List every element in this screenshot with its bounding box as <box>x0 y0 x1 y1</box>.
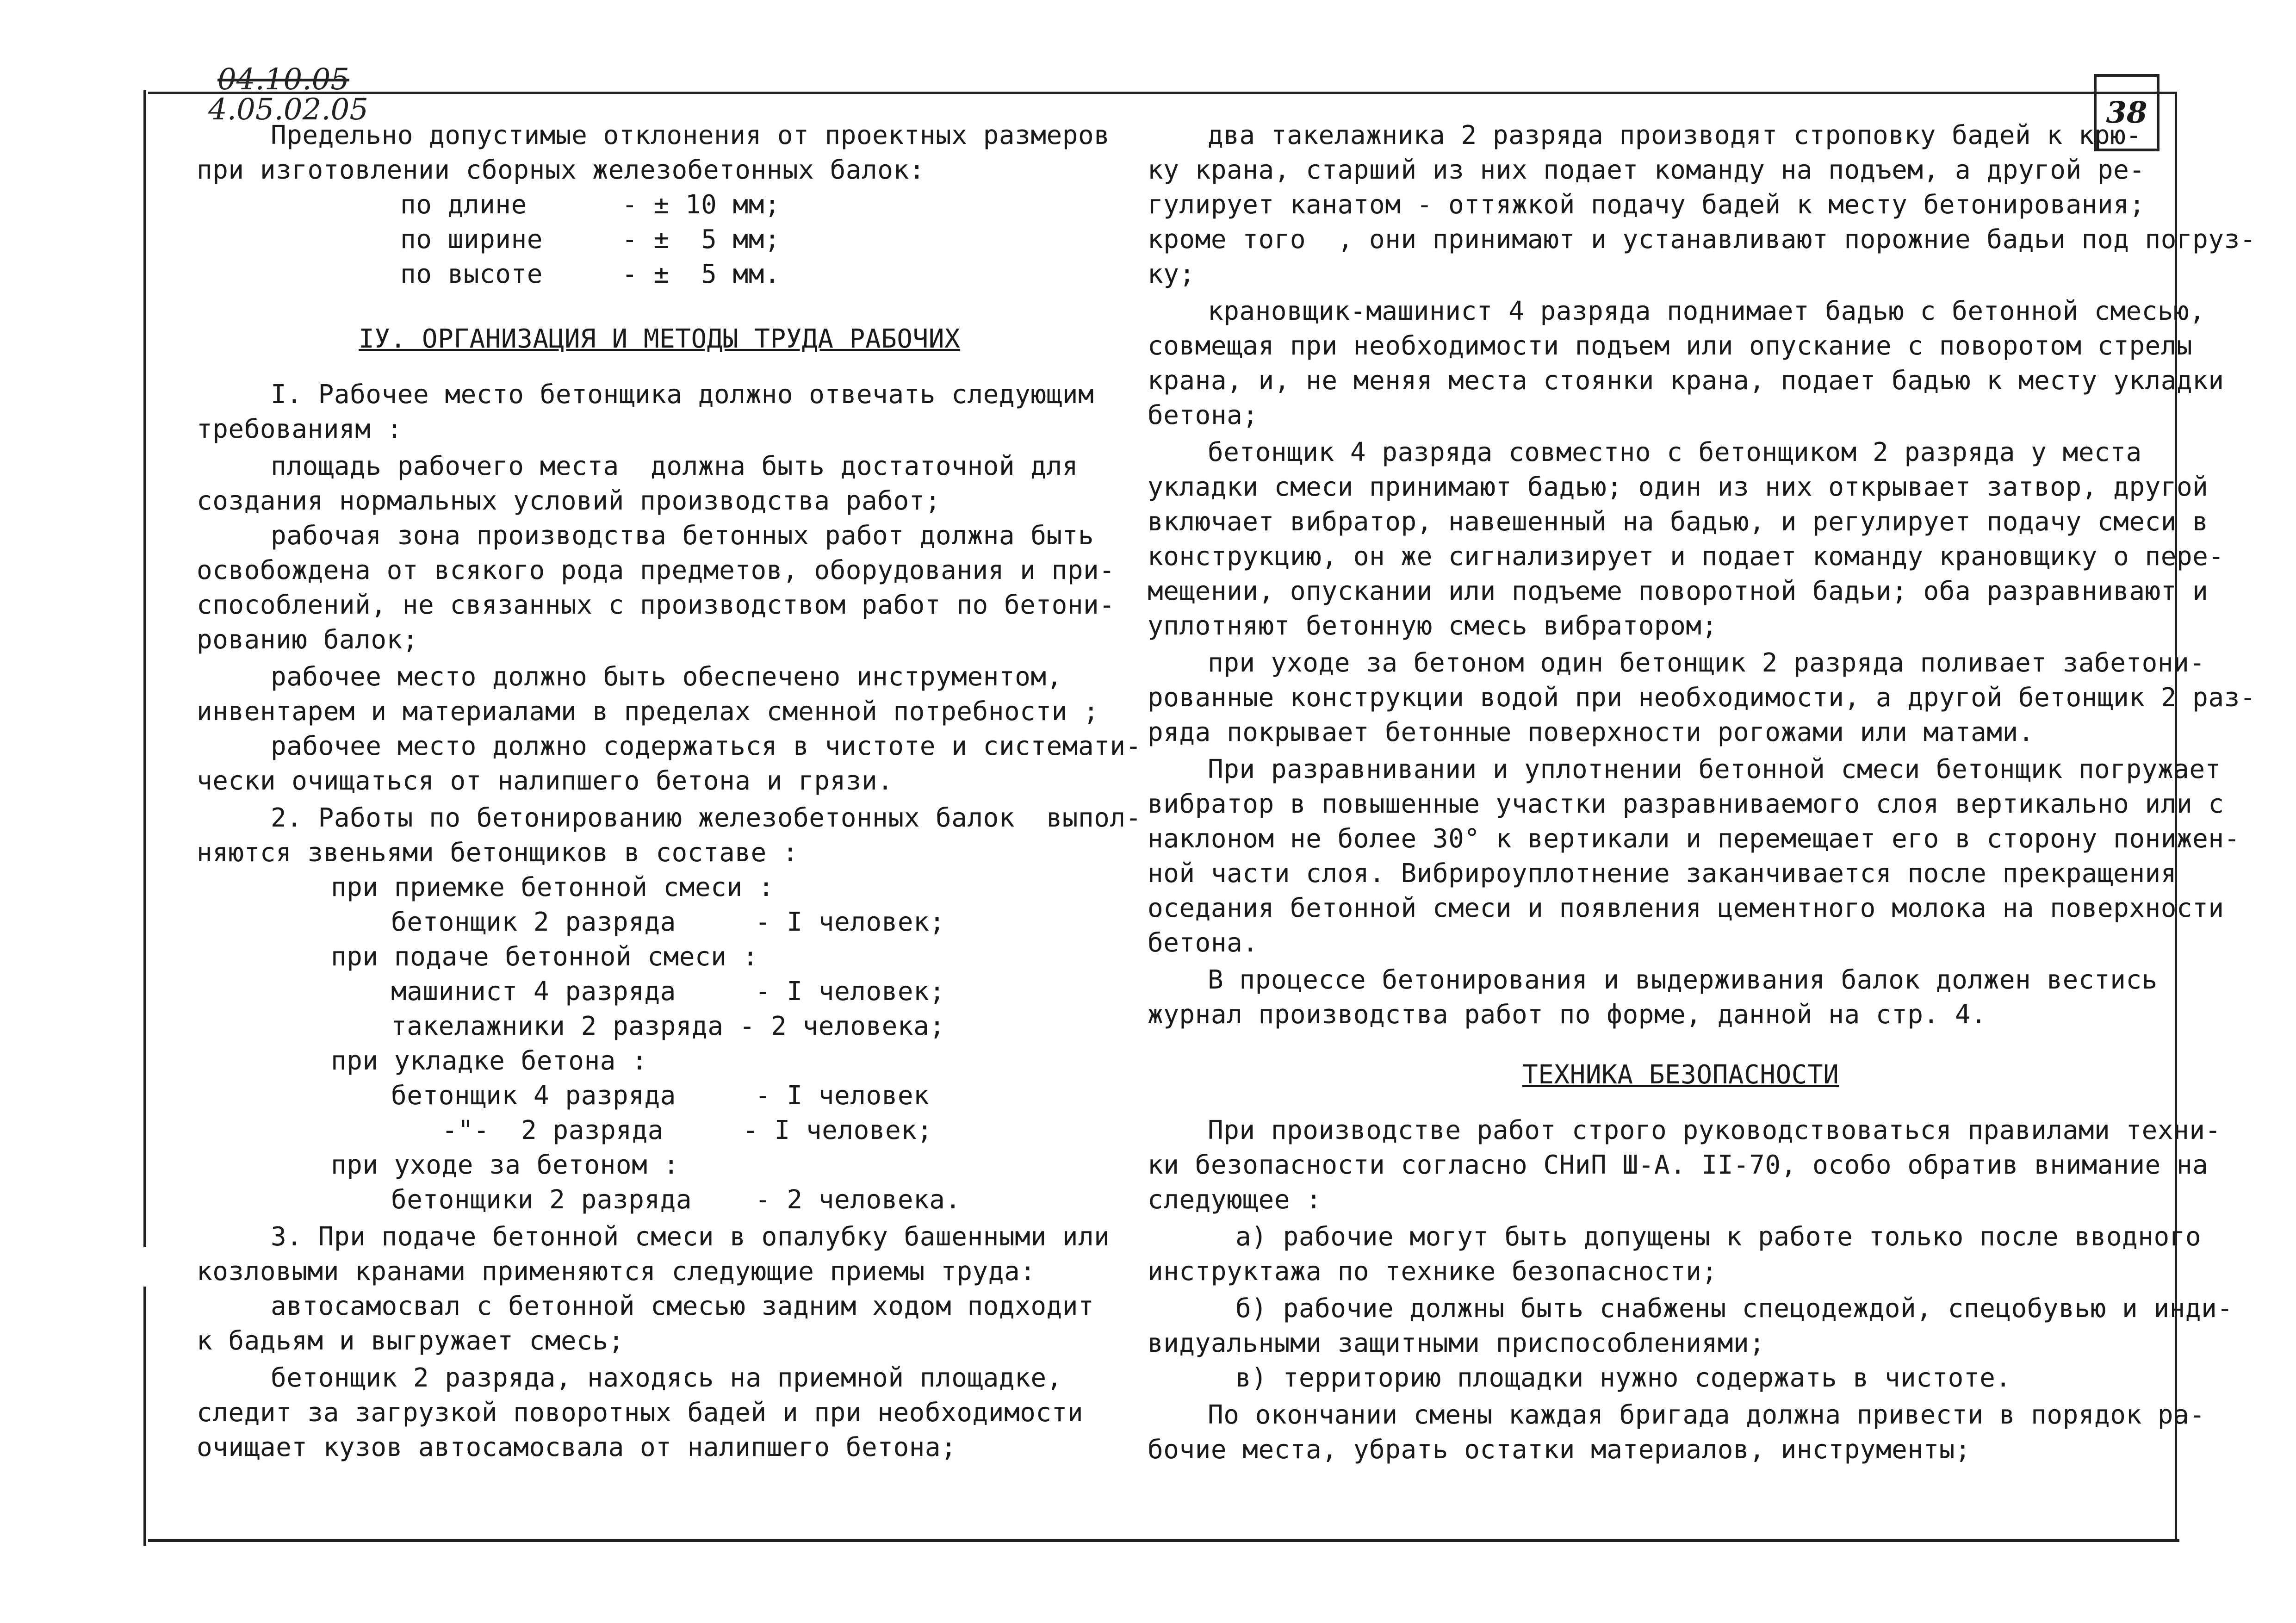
text-line: способлений, не связанных с производством работ по бетони- <box>197 590 1115 620</box>
text-line: рабочее место должно содержаться в чистоте и системати- <box>271 731 1142 761</box>
text-line: крана, и, не меняя места стоянки крана, подает бадью к месту укладки <box>1148 366 2224 396</box>
text-line: а) рабочие могут быть допущены к работе только после вводного <box>1235 1222 2202 1252</box>
text-line: По окончании смены каждая бригада должна привести в порядок ра- <box>1208 1400 2205 1430</box>
text-line: В процессе бетонирования и выдерживания балок должен вестись <box>1208 965 2158 995</box>
text-line: крановщик-машинист 4 разряда поднимает бадью с бетонной смесью, <box>1208 296 2205 326</box>
text-line: инструктажа по технике безопасности; <box>1148 1256 1718 1287</box>
text-line: бетона. <box>1148 928 1259 958</box>
text-line: включает вибратор, навешенный на бадью, и регулирует подачу смеси в <box>1148 507 2209 537</box>
text-line: журнал производства работ по форме, данной на стр. 4. <box>1148 1000 1987 1030</box>
section-heading: IУ. ОРГАНИЗАЦИЯ И МЕТОДЫ ТРУДА РАБОЧИХ <box>359 324 961 354</box>
text-line: следующее : <box>1148 1185 1322 1215</box>
text-line: уплотняют бетонную смесь вибратором; <box>1148 611 1718 641</box>
text-line: конструкцию, он же сигнализирует и подает команду крановщику о пере- <box>1148 541 2224 572</box>
text-line: бетона; <box>1148 400 1259 430</box>
text-line: укладки смеси принимают бадью; один из них открывает затвор, другой <box>1148 472 2209 502</box>
text-line: кроме того , они принимают и устанавливают порожние бадьи под погруз- <box>1148 224 2256 255</box>
text-line: при укладке бетона : <box>331 1046 648 1076</box>
text-line: бетонщик 2 разряда, находясь на приемной площадке, <box>271 1363 1062 1393</box>
text-line: 2. Работы по бетонированию железобетонных балок выпол- <box>271 803 1142 833</box>
text-line: автосамосвал с бетонной смесью задним ходом подходит <box>271 1291 1094 1321</box>
text-line: машинист 4 разряда - I человек; <box>391 976 945 1007</box>
text-line: наклоном не более 30° к вертикали и перемещает его в сторону понижен- <box>1148 824 2240 854</box>
text-line: при уходе за бетоном : <box>331 1150 679 1180</box>
text-line: рованные конструкции водой при необходимости, а другой бетонщик 2 раз- <box>1148 683 2256 713</box>
text-line: гулирует канатом - оттяжкой подачу бадей к месту бетонирования; <box>1148 190 2145 220</box>
page-number: 38 <box>2106 95 2147 130</box>
text-line: при изготовлении сборных железобетонных балок: <box>197 155 925 185</box>
text-line: -"- 2 разряда - I человек; <box>442 1115 933 1145</box>
text-line: освобождена от всякого рода предметов, оборудования и при- <box>197 555 1115 585</box>
text-line: при приемке бетонной смеси : <box>331 872 775 902</box>
text-line: бетонщики 2 разряда - 2 человека. <box>391 1185 961 1215</box>
text-line: инвентарем и материалами в пределах сменной потребности ; <box>197 696 1099 727</box>
text-line: I. Рабочее место бетонщика должно отвечать следующим <box>271 379 1094 410</box>
text-line: бетонщик 2 разряда - I человек; <box>391 907 945 937</box>
frame-bottom-border <box>148 1539 2179 1542</box>
text-line: совмещая при необходимости подъем или опускание с поворотом стрелы <box>1148 331 2193 361</box>
text-line: козловыми кранами применяются следующие приемы труда: <box>197 1256 1036 1287</box>
text-line: бочие места, убрать остатки материалов, инструменты; <box>1148 1435 1971 1465</box>
text-line: ной части слоя. Вибрироуплотнение заканчивается после прекращения <box>1148 858 2177 889</box>
text-line: чески очищаться от налипшего бетона и грязи. <box>197 766 894 796</box>
text-line: к бадьям и выгружает смесь; <box>197 1326 624 1356</box>
text-line: няются звеньями бетонщиков в составе : <box>197 838 799 868</box>
text-line: по высоте - ± 5 мм. <box>400 259 781 289</box>
text-line: следит за загрузкой поворотных бадей и при необходимости <box>197 1398 1084 1428</box>
text-line: оседания бетонной смеси и появления цементного молока на поверхности <box>1148 893 2224 923</box>
text-line: при уходе за бетоном один бетонщик 2 разряда поливает забетони- <box>1208 648 2205 678</box>
text-line: При разравнивании и уплотнении бетонной смеси бетонщик погружает <box>1208 754 2221 784</box>
text-line: ку крана, старший из них подает команду на подъем, а другой ре- <box>1148 155 2145 185</box>
text-line: рабочая зона производства бетонных работ должна быть <box>271 521 1094 551</box>
frame-top-border <box>148 92 2175 94</box>
handwritten-doc-code: 4.05.02.05 <box>208 93 369 127</box>
text-line: рованию балок; <box>197 625 419 655</box>
text-line: б) рабочие должны быть снабжены спецодеждой, спецобувью и инди- <box>1235 1293 2233 1324</box>
handwritten-old-code: 04.10.05 <box>217 62 349 97</box>
text-line: бетонщик 4 разряда - I человек <box>391 1081 930 1111</box>
text-line: Предельно допустимые отклонения от проектных размеров <box>271 120 1110 150</box>
text-line: при подаче бетонной смеси : <box>331 942 758 972</box>
text-line: требованиям : <box>197 414 403 444</box>
text-line: При производстве работ строго руководствоваться правилами техни- <box>1208 1115 2221 1145</box>
text-line: площадь рабочего места должна быть достаточной для <box>271 451 1078 481</box>
text-line: видуальными защитными приспособлениями; <box>1148 1328 1765 1358</box>
text-line: ки безопасности согласно СНиП Ш-А. II-70, особо обратив внимание на <box>1148 1150 2209 1180</box>
text-line: по длине - ± 10 мм; <box>400 190 781 220</box>
frame-left-border <box>143 90 146 1247</box>
text-line: ряда покрывает бетонные поверхности рогожами или матами. <box>1148 717 2035 747</box>
text-line: рабочее место должно быть обеспечено инструментом, <box>271 662 1062 692</box>
text-line: по ширине - ± 5 мм; <box>400 224 781 255</box>
text-line: в) территорию площадки нужно содержать в чистоте. <box>1235 1363 2011 1393</box>
text-line: ку; <box>1148 259 1195 289</box>
text-line: такелажники 2 разряда - 2 человека; <box>391 1011 945 1041</box>
frame-left-border-lower <box>143 1287 146 1546</box>
text-line: мещении, опускании или подъеме поворотной бадьи; оба разравнивают и <box>1148 576 2209 606</box>
text-line: два такелажника 2 разряда производят строповку бадей к крю- <box>1208 120 2142 150</box>
text-line: 3. При подаче бетонной смеси в опалубку башенными или <box>271 1222 1110 1252</box>
text-line: вибратор в повышенные участки разравниваемого слоя вертикально или с <box>1148 789 2224 819</box>
text-line: создания нормальных условий производства работ; <box>197 486 941 516</box>
text-line: очищает кузов автосамосвала от налипшего бетона; <box>197 1432 957 1462</box>
section-heading: ТЕХНИКА БЕЗОПАСНОСТИ <box>1522 1060 1839 1090</box>
text-line: бетонщик 4 разряда совместно с бетонщиком 2 разряда у места <box>1208 437 2142 467</box>
